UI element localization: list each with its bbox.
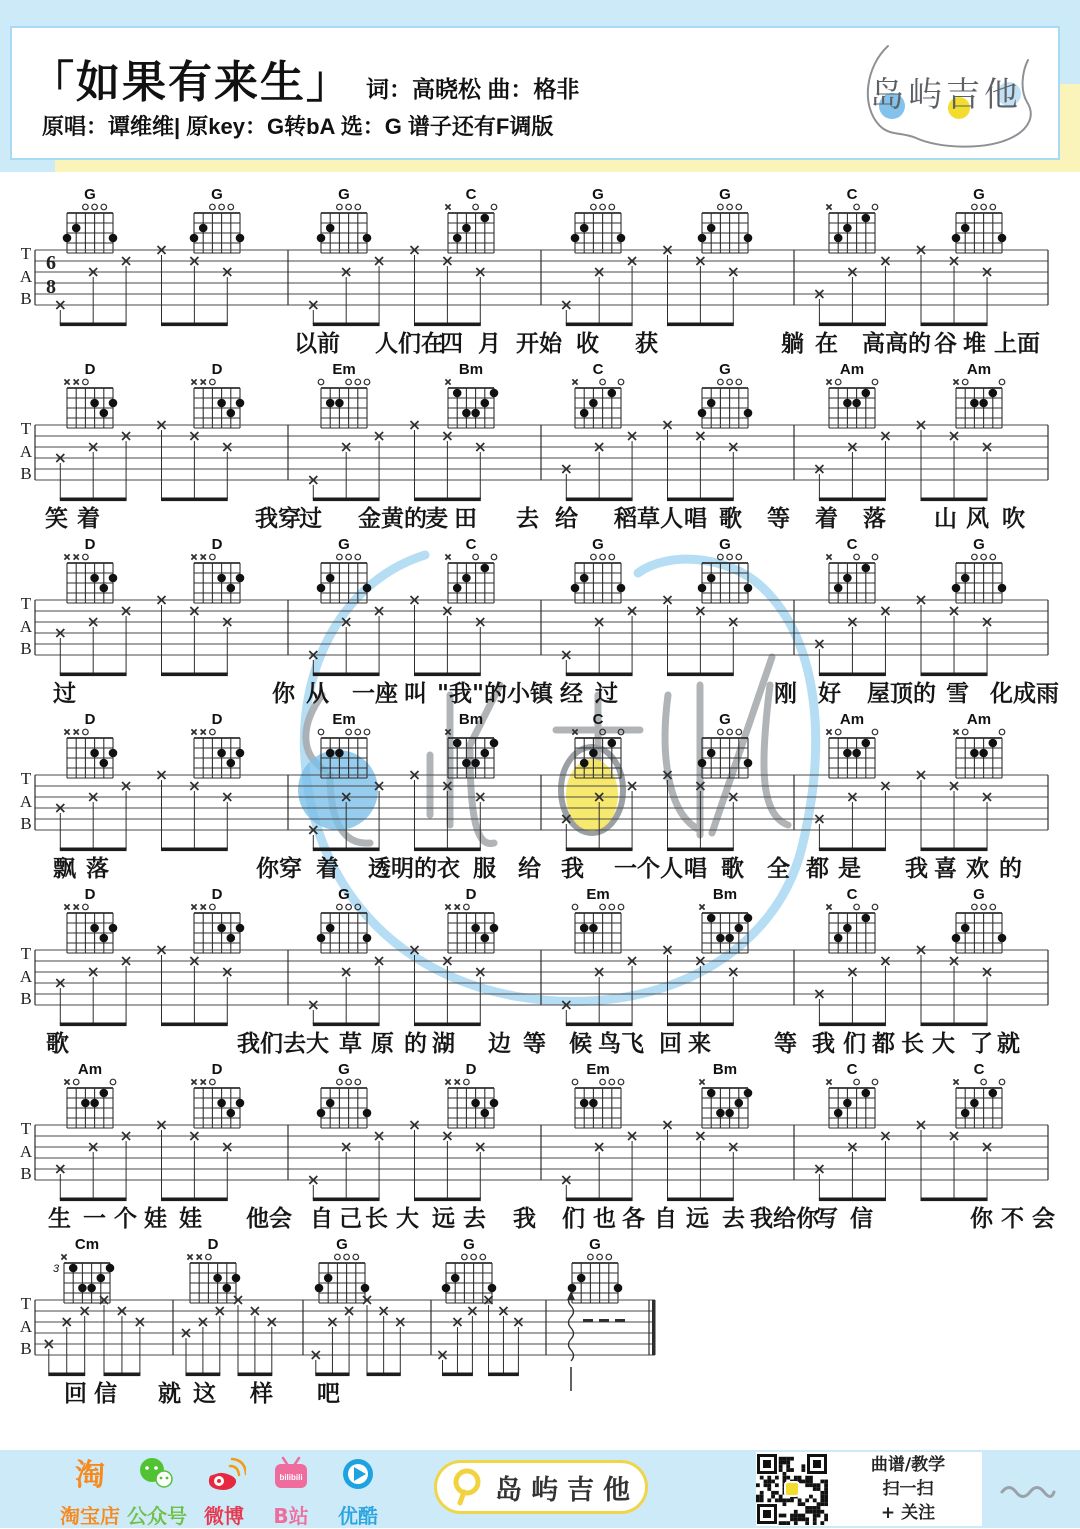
- chord-diagram-Em: [572, 1061, 624, 1128]
- chord-diagram-D: [191, 886, 244, 953]
- lyric-token: 了: [970, 1031, 993, 1057]
- chord-diagram-Am: [826, 711, 877, 778]
- chord-name: D: [211, 886, 223, 903]
- chord-diagram-G: [952, 186, 1007, 253]
- lyric-token: 远: [432, 1206, 455, 1232]
- lyric-token: 经: [560, 681, 583, 707]
- lyric-token: 远: [686, 1206, 709, 1232]
- chord-name: Bm: [458, 711, 484, 728]
- lyric-token: 娃: [144, 1206, 167, 1232]
- tab-row-5: [0, 885, 1080, 1060]
- lyric-token: 风: [966, 506, 989, 532]
- lyric-token: 会: [1032, 1206, 1055, 1232]
- lyric-token: 过: [53, 681, 76, 707]
- chord-diagram-Am: [64, 1061, 115, 1128]
- chord-diagram-C: [953, 1061, 1004, 1128]
- footer-link-label: 公众号: [127, 1504, 187, 1528]
- tab-letter: T: [20, 244, 32, 263]
- lyric-token: 落: [86, 856, 109, 882]
- lyric-token: 们: [843, 1031, 866, 1057]
- chord-name: C: [846, 886, 858, 903]
- chord-name: Bm: [712, 886, 738, 903]
- chord-diagram-Am: [826, 361, 877, 428]
- chord-name: D: [84, 536, 96, 553]
- lyric-token: 山: [934, 506, 957, 532]
- lyric-token: 自: [654, 1206, 677, 1232]
- chord-name: G: [589, 1236, 601, 1253]
- qr-panel-line1: 曲谱/教学: [870, 1455, 946, 1475]
- taobao-icon: [68, 1456, 112, 1492]
- footer-link-label: B站: [273, 1504, 309, 1528]
- lyric-token: 回: [64, 1381, 87, 1407]
- chord-name: G: [719, 361, 731, 378]
- chord-diagram-Bm: [699, 886, 752, 953]
- lyric-token: 全: [767, 856, 790, 882]
- lyric-token: 从: [306, 681, 329, 707]
- lyric-token: 给: [555, 506, 578, 532]
- chord-name: D: [211, 361, 223, 378]
- lyric-token: 稻草人: [614, 506, 683, 532]
- svg-text:淘: 淘: [75, 1458, 105, 1492]
- chord-diagram-Em: [572, 886, 624, 953]
- lyric-token: 大: [932, 1031, 955, 1057]
- lyric-token: 他会: [246, 1206, 292, 1232]
- lyric-token: 歌: [46, 1031, 69, 1057]
- lyric-token: 吹: [1002, 506, 1025, 532]
- chord-name: C: [592, 361, 604, 378]
- lyric-token: 着: [815, 506, 838, 532]
- chord-name: G: [84, 186, 96, 203]
- tab-row-4: [0, 710, 1080, 885]
- tab-sheet: [0, 172, 1080, 1450]
- lyric-token: 个: [114, 1206, 137, 1232]
- chord-name: D: [211, 1061, 223, 1078]
- lyric-token: 飘: [53, 856, 76, 882]
- chord-name: G: [719, 536, 731, 553]
- squiggle-icon: [1000, 1482, 1056, 1498]
- chord-name: D: [207, 1236, 219, 1253]
- tab-row-6: [0, 1060, 1080, 1235]
- chord-diagram-G: [568, 1236, 623, 1303]
- chord-diagram-Cm: [53, 1236, 114, 1303]
- chord-diagram-D: [191, 536, 244, 603]
- lyric-token: 在: [815, 331, 838, 357]
- chord-diagram-Am: [953, 361, 1004, 428]
- lyric-token: 歌: [721, 856, 744, 882]
- lyric-token: 我: [561, 856, 584, 882]
- lyric-token: 等: [767, 506, 790, 532]
- lyric-token: 自: [310, 1206, 333, 1232]
- lyric-token: 信: [850, 1206, 873, 1232]
- lyric-token: 长: [901, 1031, 924, 1057]
- lyric-token: 是: [838, 856, 861, 882]
- lyric-token: 歌: [719, 506, 742, 532]
- chord-name: G: [338, 186, 350, 203]
- chord-diagram-D: [64, 536, 117, 603]
- tab-letter: B: [20, 989, 32, 1008]
- svg-text:bilibili: bilibili: [279, 1473, 303, 1482]
- lyric-token: "我"的小镇: [437, 681, 553, 707]
- chord-diagram-Em: [318, 361, 370, 428]
- credits: 词：高晓松 曲：格非: [366, 76, 580, 102]
- lyric-token: 躺: [781, 331, 804, 357]
- lyric-token: 高高的: [862, 331, 931, 357]
- lyric-token: 落: [863, 506, 886, 532]
- chord-name: Am: [839, 361, 865, 378]
- tab-letter: A: [19, 442, 33, 461]
- chord-name: G: [592, 186, 604, 203]
- lyric-token: 都: [872, 1031, 895, 1057]
- youku-icon: [336, 1456, 380, 1492]
- chord-diagram-G: [698, 186, 753, 253]
- tab-letter: B: [20, 1164, 32, 1183]
- chord-diagram-C: [445, 186, 496, 253]
- tab-letter: T: [20, 594, 32, 613]
- lyric-token: 去: [722, 1206, 745, 1232]
- chord-name: D: [84, 361, 96, 378]
- chord-diagram-G: [952, 536, 1007, 603]
- bilibili-icon: [269, 1456, 313, 1492]
- chord-name: C: [592, 711, 604, 728]
- lyric-token: 透明的: [368, 856, 437, 882]
- lyric-token: 化成雨: [990, 681, 1059, 707]
- footer-link-label: 淘宝店: [60, 1504, 120, 1528]
- arpeggio-squiggle: [569, 1295, 574, 1361]
- lyric-token: 谷: [934, 331, 957, 357]
- footer-link-label: 优酷: [338, 1504, 378, 1528]
- lyric-token: 吧: [317, 1381, 340, 1407]
- chord-diagram-G: [698, 711, 753, 778]
- tab-letter: B: [20, 814, 32, 833]
- chord-name: Am: [77, 1061, 103, 1078]
- lyric-token: 堆: [963, 331, 986, 357]
- tab-letter: T: [20, 944, 32, 963]
- lyric-token: 过: [595, 681, 618, 707]
- time-signature: 8: [46, 276, 56, 298]
- tab-letter: T: [20, 419, 32, 438]
- chord-name: D: [84, 886, 96, 903]
- tab-letter: A: [19, 967, 33, 986]
- lyric-token: 这: [193, 1381, 216, 1407]
- tab-row-7: [0, 1235, 1080, 1410]
- lyric-token: 我: [812, 1031, 835, 1057]
- lyric-token: 大: [396, 1206, 419, 1232]
- footer: [0, 1450, 1080, 1528]
- chord-diagram-G: [63, 186, 118, 253]
- lyric-token: 一个人: [614, 856, 683, 882]
- tab-letter: B: [20, 639, 32, 658]
- lyric-token: 们: [562, 1206, 585, 1232]
- lyric-token: 过: [299, 506, 322, 532]
- weibo-icon: [202, 1456, 246, 1492]
- chord-diagram-C: [572, 711, 623, 778]
- chord-diagram-G: [317, 536, 372, 603]
- search-icon: [451, 1467, 485, 1507]
- chord-name: D: [465, 886, 477, 903]
- chord-diagram-Am: [953, 711, 1004, 778]
- qr-section: [756, 1452, 982, 1526]
- footer-link-youku[interactable]: [318, 1456, 398, 1529]
- wechat-icon: [135, 1456, 179, 1492]
- lyric-token: 各: [622, 1206, 645, 1232]
- chord-diagram-C: [572, 361, 623, 428]
- chord-diagram-G: [317, 1061, 372, 1128]
- chord-name: C: [846, 1061, 858, 1078]
- chord-name: C: [465, 186, 477, 203]
- tab-row-1: [0, 185, 1080, 360]
- lyric-token: 就: [158, 1381, 181, 1407]
- lyric-token: 我: [513, 1206, 536, 1232]
- search-pill[interactable]: [434, 1460, 648, 1514]
- chord-name: G: [973, 886, 985, 903]
- tab-letter: B: [20, 464, 32, 483]
- chord-name: Em: [332, 361, 356, 378]
- lyric-token: 娃: [179, 1206, 202, 1232]
- lyric-token: 叫: [404, 681, 427, 707]
- header-card: [10, 26, 1060, 160]
- tab-letter: A: [19, 1142, 33, 1161]
- lyric-token: 样: [250, 1381, 273, 1407]
- chord-name: G: [336, 1236, 348, 1253]
- lyric-token: 不: [1001, 1206, 1024, 1232]
- chord-diagram-Bm: [445, 711, 498, 778]
- footer-link-label: 微博: [204, 1504, 244, 1528]
- lyric-token: 鸟飞: [598, 1031, 644, 1057]
- chord-diagram-C: [826, 186, 877, 253]
- lyric-token: 服: [473, 856, 496, 882]
- lyric-token: 四: [440, 331, 463, 357]
- chord-diagram-C: [826, 536, 877, 603]
- chord-name: G: [719, 186, 731, 203]
- chord-name: G: [973, 186, 985, 203]
- lyric-token: 湖: [432, 1031, 455, 1057]
- chord-diagram-G: [698, 536, 753, 603]
- chord-diagram-G: [317, 186, 372, 253]
- lyric-token: 上面: [994, 331, 1040, 357]
- page-title: 「如果有来生」: [30, 58, 352, 107]
- tab-letter: A: [19, 1317, 33, 1336]
- lyric-token: 雪: [946, 681, 969, 707]
- lyric-token: 的: [999, 856, 1022, 882]
- lyric-token: 你: [272, 681, 295, 707]
- lyric-token: 屋顶的: [867, 681, 936, 707]
- chord-diagram-C: [445, 536, 496, 603]
- chord-diagram-D: [445, 886, 498, 953]
- chord-diagram-D: [64, 711, 117, 778]
- lyric-token: 欢: [966, 856, 989, 882]
- tab-letter: T: [20, 1119, 32, 1138]
- lyric-token: 刚: [774, 681, 797, 707]
- chord-name: Am: [966, 361, 992, 378]
- lyric-token: 给: [518, 856, 541, 882]
- lyric-token: 你: [970, 1206, 993, 1232]
- lyric-token: 边: [488, 1031, 511, 1057]
- lyric-token: 好: [818, 681, 841, 707]
- chord-name: G: [973, 536, 985, 553]
- lyric-token: 也: [593, 1206, 616, 1232]
- chord-name: Cm: [74, 1236, 100, 1253]
- chord-diagram-D: [64, 886, 117, 953]
- chord-diagram-G: [952, 886, 1007, 953]
- lyric-token: 一座: [352, 681, 398, 707]
- lyric-token: 着: [77, 506, 100, 532]
- chord-name: D: [465, 1061, 477, 1078]
- tab-letter: B: [20, 1339, 32, 1358]
- tab-letter: T: [20, 769, 32, 788]
- lyric-token: 己: [339, 1206, 362, 1232]
- subtitle: 原唱：谭维维| 原key：G转bA 选：G 谱子还有F调版: [42, 114, 554, 139]
- tab-letter: B: [20, 289, 32, 308]
- lyric-token: 唱: [684, 506, 707, 532]
- chord-name: C: [846, 536, 858, 553]
- chord-diagram-G: [317, 886, 372, 953]
- lyric-token: 信: [94, 1381, 117, 1407]
- lyric-token: 我穿: [255, 506, 301, 532]
- tab-letter: A: [19, 617, 33, 636]
- brand-logo: [846, 28, 1046, 160]
- chord-name: G: [338, 536, 350, 553]
- lyric-token: 等: [523, 1031, 546, 1057]
- lyric-token: 等: [774, 1031, 797, 1057]
- lyric-token: 去: [516, 506, 539, 532]
- chord-diagram-Bm: [699, 1061, 752, 1128]
- chord-name: G: [592, 536, 604, 553]
- qr-panel-line2: 扫一扫: [882, 1479, 934, 1499]
- lyric-token: 草: [339, 1031, 362, 1057]
- tab-letter: A: [19, 267, 33, 286]
- chord-name: D: [211, 536, 223, 553]
- lyric-token: 大: [306, 1031, 329, 1057]
- lyric-token: 长: [365, 1206, 388, 1232]
- chord-diagram-G: [315, 1236, 370, 1303]
- logo-text: 岛屿吉他: [870, 75, 1022, 115]
- lyric-token: 以前: [294, 331, 340, 357]
- chord-diagram-C: [826, 886, 877, 953]
- lyric-token: 来: [688, 1031, 711, 1057]
- time-signature: 6: [46, 252, 56, 274]
- chord-name: D: [84, 711, 96, 728]
- chord-diagram-G: [190, 186, 245, 253]
- chord-diagram-D: [64, 361, 117, 428]
- lyric-token: 去: [463, 1206, 486, 1232]
- chord-diagram-G: [698, 361, 753, 428]
- lyric-token: 候: [569, 1031, 592, 1057]
- chord-name: Em: [586, 1061, 610, 1078]
- chord-diagram-G: [442, 1236, 497, 1303]
- qr-panel-line3: + 关注: [880, 1503, 936, 1523]
- lyric-token: 你穿: [256, 856, 302, 882]
- chord-name: C: [973, 1061, 985, 1078]
- lyric-token: 就: [997, 1031, 1020, 1057]
- chord-name: G: [463, 1236, 475, 1253]
- chord-diagram-D: [191, 1061, 244, 1128]
- lyric-token: 人们在: [375, 331, 444, 357]
- tab-letter: T: [20, 1294, 32, 1313]
- chord-diagram-G: [571, 536, 626, 603]
- qr-code: [756, 1453, 828, 1525]
- lyric-token: 喜: [934, 856, 957, 882]
- chord-name: G: [211, 186, 223, 203]
- lyric-token: 着: [316, 856, 339, 882]
- chord-diagram-D: [187, 1236, 240, 1303]
- chord-diagram-G: [571, 186, 626, 253]
- lyric-token: 生: [48, 1206, 71, 1232]
- lyric-token: 原: [371, 1031, 394, 1057]
- chord-diagram-D: [191, 361, 244, 428]
- tab-row-2: [0, 360, 1080, 535]
- lyric-token: 笑: [45, 506, 68, 532]
- lyric-token: 衣: [437, 856, 460, 882]
- chord-name: Am: [966, 711, 992, 728]
- chord-name: G: [719, 711, 731, 728]
- lyric-token: 获: [635, 331, 658, 357]
- chord-name: Em: [586, 886, 610, 903]
- chord-name: Bm: [458, 361, 484, 378]
- chord-name: G: [338, 1061, 350, 1078]
- lyric-token: 回: [659, 1031, 682, 1057]
- lyric-token: 我们去: [237, 1031, 306, 1057]
- chord-diagram-D: [445, 1061, 498, 1128]
- lyric-token: 唱: [684, 856, 707, 882]
- chord-diagram-Em: [318, 711, 370, 778]
- chord-diagram-C: [826, 1061, 877, 1128]
- lyric-token: 月: [478, 331, 501, 357]
- lyric-token: 开始: [516, 331, 562, 357]
- lyric-token: 写: [815, 1206, 838, 1232]
- lyric-token: 金黄的: [358, 506, 427, 532]
- chord-name: Em: [332, 711, 356, 728]
- chord-name: G: [338, 886, 350, 903]
- fret-position: 3: [52, 1263, 60, 1275]
- lyric-token: 一: [83, 1206, 106, 1232]
- chord-name: D: [211, 711, 223, 728]
- search-text: 岛屿吉他: [495, 1474, 639, 1506]
- chord-diagram-D: [191, 711, 244, 778]
- chord-name: C: [465, 536, 477, 553]
- lyric-token: 的: [404, 1031, 427, 1057]
- tab-letter: A: [19, 792, 33, 811]
- lyric-token: 都: [806, 856, 829, 882]
- tab-row-3: [0, 535, 1080, 710]
- lyric-token: 我给你: [750, 1206, 819, 1232]
- lyric-token: 我: [905, 856, 928, 882]
- chord-name: C: [846, 186, 858, 203]
- lyric-token: 田: [454, 506, 477, 532]
- lyric-token: 麦: [425, 506, 448, 532]
- lyric-token: 收: [576, 331, 599, 357]
- chord-diagram-Bm: [445, 361, 498, 428]
- qr-panel: [838, 1453, 978, 1525]
- chord-name: Bm: [712, 1061, 738, 1078]
- chord-name: Am: [839, 711, 865, 728]
